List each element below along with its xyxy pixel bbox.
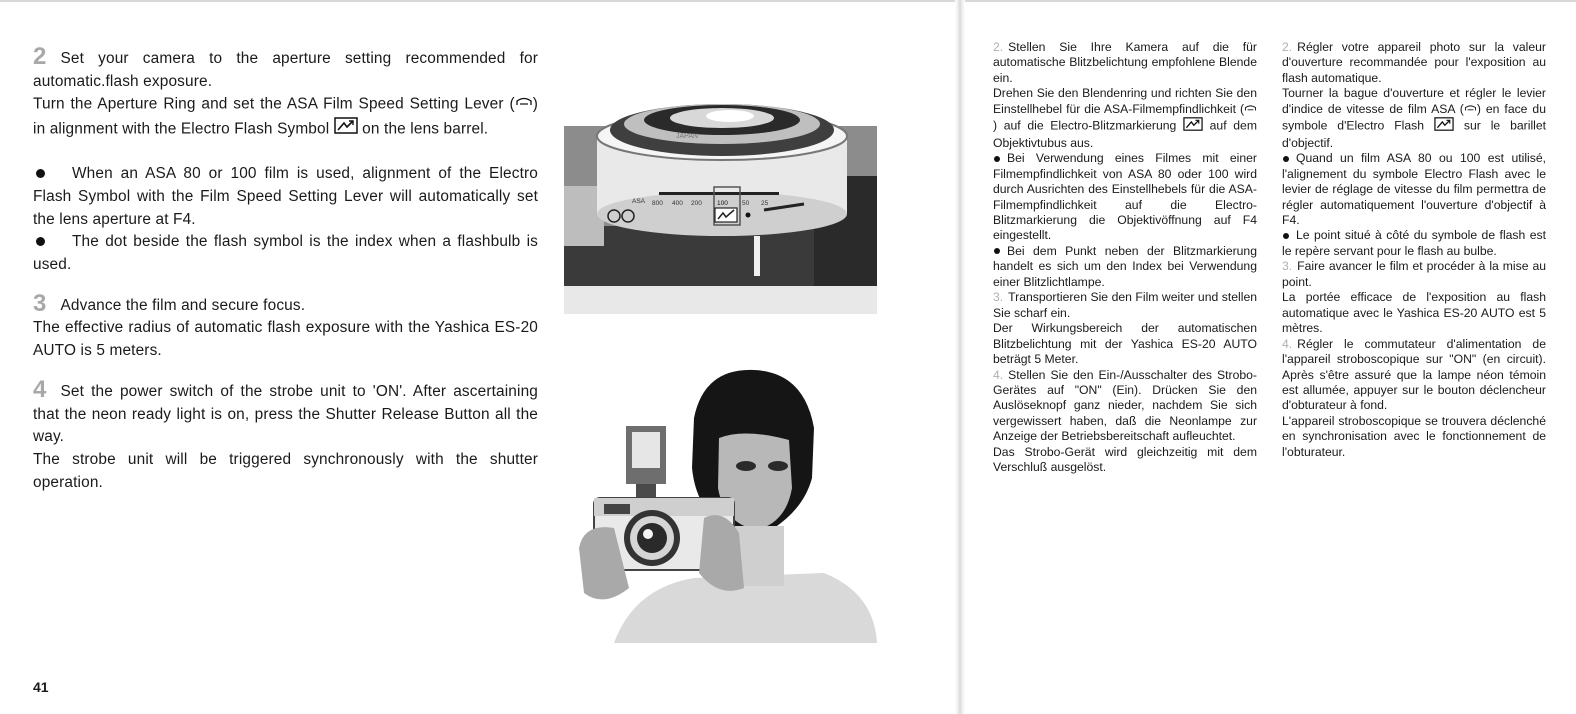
fr-lever-text-c: sur le barillet d'objectif. [1282,118,1547,150]
fr-step-4 [1282,337,1546,414]
page-number: 41 [33,679,49,695]
fr-step-4-strobe: L'appareil stroboscopique se trouvera déclenché en synchronisation avec le fonctionnement de l'obturateur. [1282,413,1546,459]
de-step-4-strobe: Das Strobo-Gerät wird gleichzeitig mit dem Verschluß ausgelöst. [993,444,1257,475]
step-2-number: 2 [33,43,47,70]
fr-bullet-1-text: Quand un film ASA 80 ou 100 est utilisé, l'alignement du symbole Electro Flash avec le levier de réglage de vitesse du film permettra de régler automatiquement l'ouverture d'objectif à F4. [1282,151,1546,228]
de-lever-text-a: Drehen Sie den Blendenring und richten Sie den Einstellhebel für die ASA-Filmempfindlichkeit ( [993,86,1257,116]
bullet-dot-icon [36,237,45,246]
asa-value-400: 400 [672,200,683,207]
de-step-3-radius: Der Wirkungsbereich der automatischen Blitzbelichtung mit der Yashica ES-20 AUTO beträgt 5 Meter. [993,321,1257,367]
fr-lever-text-a: Tourner la bague d'ouverture et régler le levier d'indice de vitesse de film ASA ( [1282,86,1546,116]
english-instructions [33,43,538,494]
bullet-dot-icon [994,156,1000,162]
de-step-2-lever [993,86,1257,151]
de-step-4-number: 4. [993,367,1004,382]
fr-step-2-lever [1282,86,1546,151]
de-step-3-text: Transportieren Sie den Film weiter und stellen Sie scharf ein. [993,290,1257,320]
asa-label: ASA [632,198,646,205]
bullet-2 [33,231,538,276]
bullet-1 [33,163,538,231]
fr-step-4-text: Régler le commutateur d'alimentation de l'appareil stroboscopique sur "ON" (en circuit). Après s'être assuré que la lampe néon témoin est allumée, appuyer sur le bouton déclencheur d'obturateur à fond. [1282,336,1546,413]
step-2-lever-paragraph [33,93,538,141]
fr-step-2 [1282,40,1546,86]
lens-closeup-photo [564,86,877,314]
de-lever-text-c: auf dem Objektivtubus aus. [993,118,1257,150]
step-4-number: 4 [33,375,47,403]
de-step-3-number: 3. [993,290,1004,305]
de-bullet-1 [993,151,1257,244]
bullet-2-text: The dot beside the flash symbol is the index when a flashbulb is used. [33,233,538,274]
step-3-text: Advance the film and secure focus. [60,296,306,314]
film-speed-lever-icon [1464,102,1477,117]
asa-value-50: 50 [742,200,750,207]
bullet-dot-icon [1283,233,1289,239]
fr-step-3-radius: La portée efficace de l'exposition au flash automatique avec le Yashica ES-20 AUTO est 5 mètres. [1282,290,1546,336]
lens-brand-text: JAPAN [676,133,699,140]
fr-step-3-number: 3. [1282,259,1293,274]
step-2-lever-text-c: on the lens barrel. [362,119,489,137]
fr-bullet-2 [1282,228,1546,259]
step-3-radius: The effective radius of automatic flash exposure with the Yashica ES-20 AUTO is 5 meters. [33,319,538,360]
asa-value-25: 25 [761,200,769,207]
person-with-camera-photo [574,358,877,643]
de-bullet-2 [993,244,1257,290]
electro-flash-symbol-icon [1183,117,1203,135]
asa-value-200: 200 [691,200,702,207]
fr-step-4-number: 4. [1282,336,1293,351]
de-step-2-text: Stellen Sie Ihre Kamera auf die für automatische Blitzbelichtung empfohlene Blende ein. [993,40,1257,85]
german-column [993,40,1257,476]
de-step-2 [993,40,1257,86]
step-4-text: Set the power switch of the strobe unit to 'ON'. After ascertaining that the neon ready light is on, press the Shutter Release Button all the way. [33,382,538,446]
asa-value-800: 800 [652,200,663,207]
french-column [1282,40,1546,460]
film-speed-lever-icon [1244,102,1257,117]
de-bullet-1-text: Bei Verwendung eines Filmes mit einer Filmempfindlichkeit von ASA 80 oder 100 wird durch Ausrichten des Einstellhebels für die ASA-Filmempfindlichkeit auf die Electro-Blitzmarkierung die Objektivöffnung auf F4 eingestellt. [993,151,1257,243]
bullet-dot-icon [1283,156,1289,162]
step-2-lever-text-b: ) in alignment with the Electro Flash Symbol [33,95,538,137]
bullet-dot-icon [36,169,45,178]
fr-step-3 [1282,259,1546,290]
fr-step-2-number: 2. [1282,40,1293,54]
fr-bullet-1 [1282,151,1546,228]
step-2-lever-text-a: Turn the Aperture Ring and set the ASA Film Speed Setting Lever ( [33,95,515,113]
film-speed-lever-icon [515,93,533,116]
bullet-dot-icon [994,248,1000,254]
bullet-1-text: When an ASA 80 or 100 film is used, alignment of the Electro Flash Symbol with the Film Speed Setting Lever will automatically set the lens aperture at F4. [33,165,538,228]
de-bullet-2-text: Bei dem Punkt neben der Blitzmarkierung handelt es sich um den Index bei Verwendung einer Blitzlichtlampe. [993,243,1257,289]
step-2-paragraph [33,43,538,93]
fr-step-2-text: Régler votre appareil photo sur la valeur d'ouverture recommandée pour l'exposition au flash automatique. [1282,40,1546,85]
step-3-number: 3 [33,289,47,317]
de-step-4-text: Stellen Sie den Ein-/Ausschalter des Strobo-Gerätes auf "ON" (Ein). Drücken Sie den Auslöseknopf ganz nieder, nachdem Sie sich vergewissert haben, daß die Neonlampe zur Anzeige der Betriebsbereitschaft aufleuchtet. [993,367,1257,444]
de-step-2-number: 2. [993,40,1004,54]
step-3-paragraph [33,289,538,318]
fr-step-3-text: Faire avancer le film et procéder à la mise au point. [1282,259,1546,289]
step-4-paragraph [33,375,538,449]
electro-flash-symbol-icon [1434,117,1454,135]
asa-value-100: 100 [717,200,728,207]
fr-bullet-2-text: Le point situé à côté du symbole de flash est le repère servant pour le flash au bulbe. [1282,228,1546,258]
de-step-3 [993,290,1257,321]
electro-flash-symbol-icon [334,117,358,142]
step-4-strobe: The strobe unit will be triggered synchronously with the shutter operation. [33,450,538,491]
fr-lever-text-b: ) en face du symbole d'Electro Flash [1282,101,1546,133]
step-2-text: Set your camera to the aperture setting recommended for automatic.flash exposure. [33,50,538,90]
de-step-4 [993,368,1257,445]
de-lever-text-b: ) auf die Electro-Blitzmarkierung [993,118,1177,133]
